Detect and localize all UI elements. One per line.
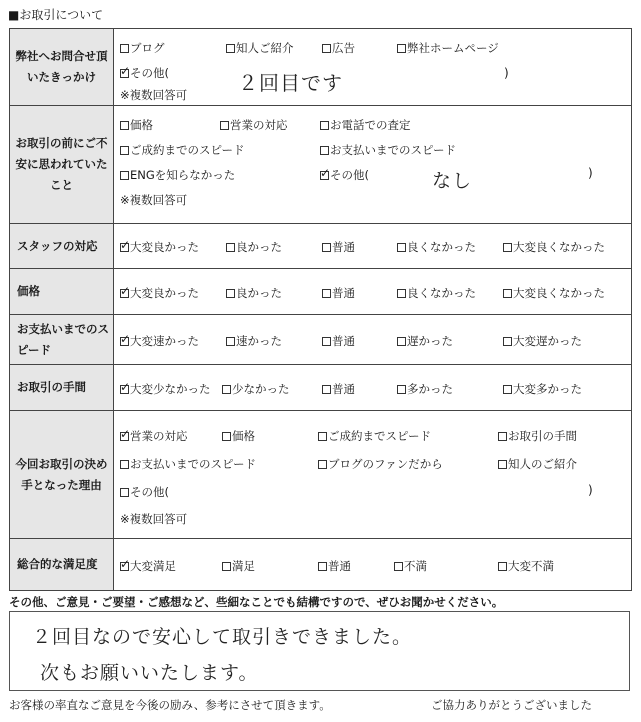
checkbox[interactable] <box>220 121 229 130</box>
option[interactable]: 速かった <box>226 333 282 349</box>
option[interactable]: 不満 <box>394 558 427 574</box>
option-other[interactable]: その他( <box>120 484 169 500</box>
row-label: スタッフの対応 <box>10 224 114 269</box>
option[interactable]: ブログのファンだから <box>318 456 443 472</box>
checkbox[interactable] <box>322 289 331 298</box>
option[interactable]: ✓ 大変良かった <box>120 285 199 301</box>
checkbox[interactable] <box>120 460 129 469</box>
checkbox[interactable] <box>120 562 129 571</box>
checkbox[interactable] <box>503 385 512 394</box>
row-options <box>114 224 632 269</box>
checkbox[interactable] <box>226 44 235 53</box>
checkbox[interactable] <box>394 562 403 571</box>
checkbox[interactable] <box>397 289 406 298</box>
option[interactable]: 価格 <box>222 428 255 444</box>
option[interactable]: 普通 <box>322 381 355 397</box>
checkbox[interactable] <box>503 337 512 346</box>
checkbox[interactable] <box>120 146 129 155</box>
row-options <box>114 539 632 591</box>
option[interactable]: 良くなかった <box>397 239 476 255</box>
row-options <box>114 365 632 411</box>
row-payment-speed <box>10 315 632 365</box>
checkbox[interactable] <box>320 146 329 155</box>
option[interactable]: ご成約までのスピード <box>120 142 245 158</box>
checkbox[interactable] <box>397 243 406 252</box>
row-options <box>114 106 632 224</box>
note-multiple-answers: ※ 複数回答可 <box>120 87 187 103</box>
checkbox[interactable] <box>318 562 327 571</box>
row-label: 価格 <box>10 269 114 315</box>
footer-message: お客様の率直なご意見を今後の励み、参考にさせて頂きます。 <box>9 698 331 712</box>
comment-box[interactable] <box>9 611 630 691</box>
option[interactable]: 良くなかった <box>397 285 476 301</box>
option[interactable]: 知人ご紹介 <box>226 40 294 56</box>
row-label: 総合的な満足度 <box>10 539 114 591</box>
paren-close: ) <box>588 166 593 180</box>
row-label: お取引の前にご不安に思われていたこと <box>10 106 114 224</box>
option[interactable]: お取引の手間 <box>498 428 577 444</box>
option[interactable]: お支払いまでのスピード <box>120 456 256 472</box>
checkbox[interactable] <box>322 243 331 252</box>
row-overall-satisfaction <box>10 539 632 591</box>
row-options <box>114 269 632 315</box>
option[interactable]: 普通 <box>318 558 351 574</box>
option[interactable]: 大変良くなかった <box>503 239 605 255</box>
checkbox[interactable] <box>226 289 235 298</box>
option[interactable]: ENGを知らなかった <box>120 167 235 183</box>
option[interactable]: ブログ <box>120 40 165 56</box>
row-inquiry-trigger <box>10 29 632 106</box>
option[interactable]: 満足 <box>222 558 255 574</box>
checkbox[interactable] <box>397 385 406 394</box>
option[interactable]: ✓ 営業の対応 <box>120 428 188 444</box>
option[interactable]: お電話での査定 <box>320 117 411 133</box>
note-multiple-answers: ※ 複数回答可 <box>120 192 187 208</box>
checkbox[interactable] <box>322 385 331 394</box>
checkbox[interactable] <box>222 385 231 394</box>
option-other[interactable]: ✓ その他( <box>120 65 169 81</box>
option[interactable]: ✓ 大変速かった <box>120 333 199 349</box>
footer-thanks: ご協力ありがとうございました <box>431 698 592 712</box>
row-transaction-effort <box>10 365 632 411</box>
option[interactable]: 良かった <box>226 285 282 301</box>
handwritten-comment-line: 次もお願いいたします。 <box>40 662 259 684</box>
option[interactable]: 普通 <box>322 285 355 301</box>
option[interactable]: 知人のご紹介 <box>498 456 577 472</box>
checkbox[interactable] <box>120 337 129 346</box>
row-label: 今回お取引の決め手となった理由 <box>10 411 114 539</box>
option[interactable]: ✓ 大変良かった <box>120 239 199 255</box>
row-prior-concerns <box>10 106 632 224</box>
option[interactable]: 多かった <box>397 381 453 397</box>
note-multiple-answers: ※ 複数回答可 <box>120 511 187 527</box>
option[interactable]: 広告 <box>322 40 355 56</box>
option[interactable]: 大変不満 <box>498 558 554 574</box>
row-price <box>10 269 632 315</box>
row-label: 弊社へお問合せ頂いたきっかけ <box>10 29 114 106</box>
checkbox[interactable] <box>222 562 231 571</box>
row-deciding-reason <box>10 411 632 539</box>
section-title: ■お取引について <box>8 8 104 22</box>
option[interactable]: 少なかった <box>222 381 290 397</box>
row-label: お支払いまでのスピード <box>10 315 114 365</box>
checkbox[interactable] <box>120 121 129 130</box>
checkbox[interactable] <box>397 337 406 346</box>
option[interactable]: 大変多かった <box>503 381 582 397</box>
checkbox[interactable] <box>397 44 406 53</box>
row-label: お取引の手間 <box>10 365 114 411</box>
option[interactable]: 大変良くなかった <box>503 285 605 301</box>
checkbox[interactable] <box>498 460 507 469</box>
handwritten-comment-line: ２回目なので安心して取引きできました。 <box>32 626 413 648</box>
option[interactable]: 弊社ホームページ <box>397 40 499 56</box>
checkbox[interactable] <box>503 289 512 298</box>
option-other[interactable]: ✓ その他( <box>320 167 369 183</box>
comment-prompt: その他、ご意見・ご要望・ご感想など、些細なことでも結構ですので、ぜひお聞かせください。 <box>9 595 504 609</box>
checkbox[interactable] <box>120 69 129 78</box>
checkbox[interactable] <box>498 562 507 571</box>
checkbox[interactable] <box>226 243 235 252</box>
option[interactable]: ✓ 大変満足 <box>120 558 176 574</box>
handwritten-other-answer: ２回目です <box>238 71 343 95</box>
checkbox[interactable] <box>318 432 327 441</box>
option[interactable]: 営業の対応 <box>220 117 288 133</box>
checkbox[interactable] <box>503 243 512 252</box>
checkbox[interactable] <box>320 121 329 130</box>
option[interactable]: 遅かった <box>397 333 453 349</box>
checkbox[interactable] <box>120 44 129 53</box>
option[interactable]: 大変遅かった <box>503 333 582 349</box>
checkbox[interactable] <box>322 337 331 346</box>
option[interactable]: 普通 <box>322 239 355 255</box>
option[interactable]: 普通 <box>322 333 355 349</box>
option[interactable]: ご成約までスピード <box>318 428 431 444</box>
checkbox[interactable] <box>318 460 327 469</box>
option[interactable]: ✓ 大変少なかった <box>120 381 211 397</box>
checkbox[interactable] <box>120 488 129 497</box>
checkbox[interactable] <box>120 385 129 394</box>
checkbox[interactable] <box>120 243 129 252</box>
checkbox[interactable] <box>120 432 129 441</box>
row-staff-response <box>10 224 632 269</box>
checkbox[interactable] <box>320 171 329 180</box>
row-options <box>114 411 632 539</box>
paren-close: ) <box>588 483 593 497</box>
checkbox[interactable] <box>120 171 129 180</box>
checkbox[interactable] <box>120 289 129 298</box>
row-options <box>114 315 632 365</box>
checkbox[interactable] <box>222 432 231 441</box>
row-options <box>114 29 632 106</box>
survey-table <box>9 28 632 591</box>
handwritten-other-answer: なし <box>432 170 473 192</box>
checkbox[interactable] <box>322 44 331 53</box>
checkbox[interactable] <box>226 337 235 346</box>
option[interactable]: お支払いまでのスピード <box>320 142 456 158</box>
option[interactable]: 良かった <box>226 239 282 255</box>
option[interactable]: 価格 <box>120 117 153 133</box>
paren-close: ) <box>504 66 509 80</box>
checkbox[interactable] <box>498 432 507 441</box>
